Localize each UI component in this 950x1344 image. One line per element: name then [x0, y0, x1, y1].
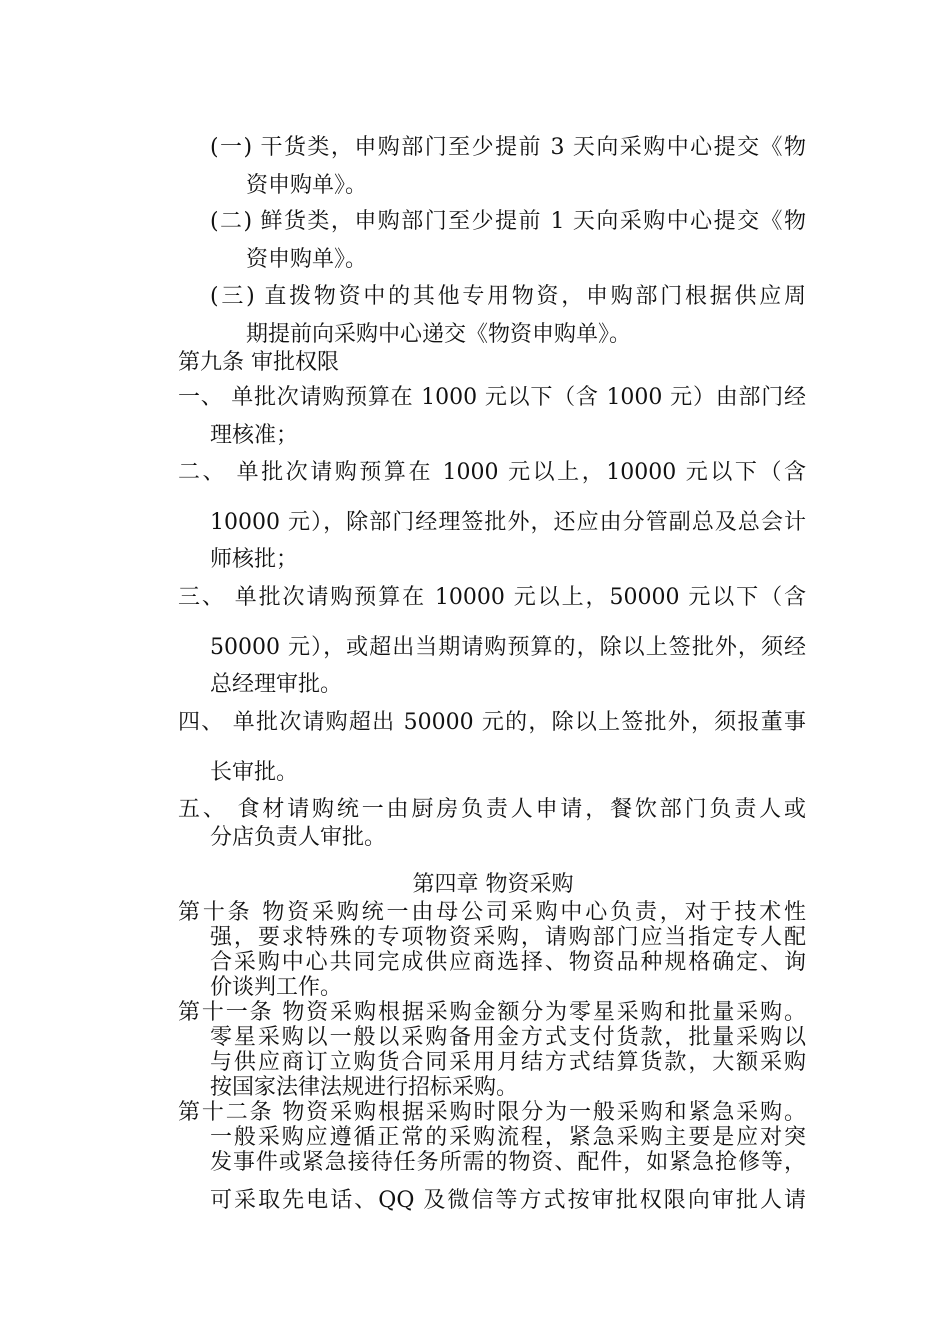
- list-item-direct-goods-cont: 期提前向采购中心递交《物资申购单》。: [246, 322, 632, 347]
- list-item-fresh-goods: (二) 鲜货类，申购部门至少提前 1 天向采购中心提交《物: [210, 209, 806, 234]
- article-12-line-4: 可采取先电话、QQ 及微信等方式按审批权限向审批人请: [210, 1188, 806, 1213]
- article-11-line-1: 第十一条 物资采购根据采购金额分为零星采购和批量采购。: [178, 1000, 806, 1025]
- article-12-line-2: 一般采购应遵循正常的采购流程，紧急采购主要是应对突: [210, 1125, 806, 1150]
- approval-item-5: 五、 食材请购统一由厨房负责人申请，餐饮部门负责人或: [178, 797, 806, 822]
- approval-item-1-cont: 理核准；: [210, 423, 299, 448]
- list-item-dry-goods-cont: 资申购单》。: [246, 173, 368, 198]
- article-10-line-4: 价谈判工作。: [210, 975, 343, 1000]
- approval-item-5-cont: 分店负责人审批。: [210, 825, 387, 850]
- approval-item-3: 三、 单批次请购预算在 10000 元以上，50000 元以下（含: [178, 585, 806, 610]
- article-9-heading: 第九条 审批权限: [178, 350, 339, 375]
- article-11-line-2: 零星采购以一般以采购备用金方式支付货款，批量采购以: [210, 1025, 806, 1050]
- approval-item-1: 一、 单批次请购预算在 1000 元以下（含 1000 元）由部门经: [178, 385, 806, 410]
- article-12-line-1: 第十二条 物资采购根据采购时限分为一般采购和紧急采购。: [178, 1100, 806, 1125]
- approval-item-3-end: 总经理审批。: [210, 672, 343, 697]
- approval-item-2: 二、 单批次请购预算在 1000 元以上，10000 元以下（含: [178, 460, 806, 485]
- approval-item-4: 四、 单批次请购超出 50000 元的，除以上签批外，须报董事: [178, 710, 806, 735]
- list-item-dry-goods: (一) 干货类，申购部门至少提前 3 天向采购中心提交《物: [210, 135, 806, 160]
- approval-item-3-cont: 50000 元），或超出当期请购预算的，除以上签批外，须经: [210, 635, 806, 660]
- list-item-direct-goods: (三) 直拨物资中的其他专用物资，申购部门根据供应周: [210, 284, 806, 309]
- article-10-line-3: 合采购中心共同完成供应商选择、物资品种规格确定、询: [210, 950, 806, 975]
- article-11-line-3: 与供应商订立购货合同采用月结方式结算货款，大额采购: [210, 1050, 806, 1075]
- article-12-line-3: 发事件或紧急接待任务所需的物资、配件，如紧急抢修等，: [210, 1150, 806, 1175]
- article-10-line-2: 强，要求特殊的专项物资采购，请购部门应当指定专人配: [210, 925, 806, 950]
- approval-item-2-end: 师核批；: [210, 547, 299, 572]
- approval-item-2-cont: 10000 元），除部门经理签批外，还应由分管副总及总会计: [210, 510, 806, 535]
- article-10-line-1: 第十条 物资采购统一由母公司采购中心负责，对于技术性: [178, 900, 806, 925]
- chapter-4-heading: 第四章 物资采购: [412, 872, 574, 897]
- approval-item-4-cont: 长审批。: [210, 760, 299, 785]
- list-item-fresh-goods-cont: 资申购单》。: [246, 247, 368, 272]
- article-11-line-4: 按国家法律法规进行招标采购。: [210, 1075, 519, 1100]
